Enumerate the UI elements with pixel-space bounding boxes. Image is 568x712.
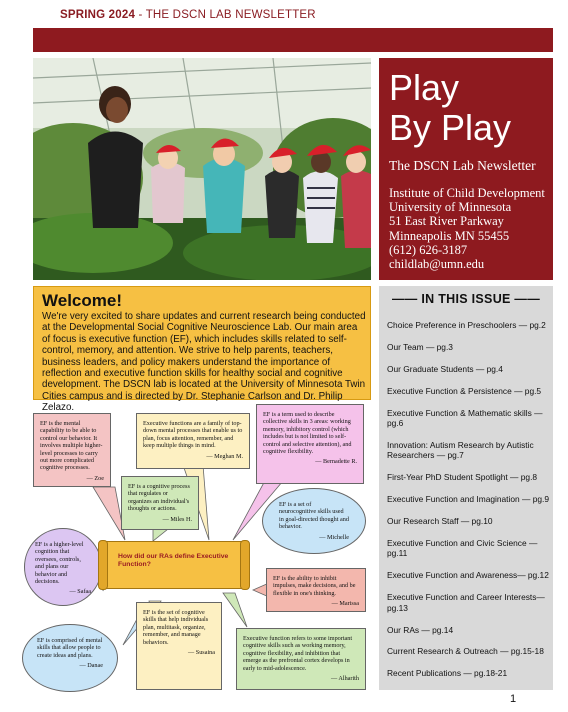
quote-text: Executive function refers to some important cognitive skills such as working memory, cognitive flexibility, and inhibition that emerge as the prefrontal cortex develops in early to mid-adolescence.: [243, 635, 353, 672]
quote-bubble-alharith: [236, 628, 366, 690]
address-line: Minneapolis MN 55455: [389, 228, 510, 243]
in-this-issue-sidebar: [379, 286, 553, 690]
quote-author: — Susaina: [188, 649, 215, 657]
issue-item: Executive Function & Persistence — pg.5: [387, 385, 542, 396]
quote-text: EF is the mental capability to be able to control our behavior. It involves multiple higher-level processes to carry out more complicated cognitive processes.: [40, 420, 103, 472]
scroll-curl-right: [240, 540, 250, 590]
contact-address: [389, 186, 545, 271]
quote-author: — Safaa: [69, 588, 91, 596]
issue-item: Executive Function & Mathematic skills — pg.6: [387, 407, 543, 429]
issue-item: Our Team — pg.3: [387, 341, 453, 352]
quote-text: EF is a cognitive process that regulates or organizes an individual's thoughts or actions.: [128, 483, 190, 513]
issue-item: Innovation: Autism Research by Autistic Researchers — pg.7: [387, 439, 534, 461]
welcome-heading: Welcome!: [42, 291, 122, 310]
quote-bubble-michelle: [262, 488, 366, 554]
cover-photo: [33, 58, 371, 280]
quote-author: — Meghan M.: [206, 452, 243, 460]
issue-item: Executive Function and Imagination — pg.9: [387, 494, 550, 505]
quote-bubble-miles: [121, 476, 199, 530]
in-this-issue-heading: —— IN THIS ISSUE ——: [391, 292, 541, 306]
email-address: childlab@umn.edu: [389, 257, 485, 272]
page-number: 1: [510, 693, 517, 705]
quote-author: — Danae: [79, 662, 103, 670]
quote-bubble-meghan: [136, 413, 250, 469]
center-question: How did our RAs define Executive Function?: [118, 553, 229, 569]
header-bar: [33, 28, 553, 52]
welcome-body: We're very excited to share updates and current research being conducted at the Developmental Social Cognitive Neuroscience Lab. Our main area of focus is executive function (EF), which includes skills related to self-control, memory, and attention. We strive to help parents, teachers, business leaders, and policy makers understand the importance of reflection and executive function skills for healthy social and cognitive development. The DSCN lab is located at the University of Minnesota Twin Cities campus and is directed by Dr. Stephanie Carlson and Dr. Philip Zelazo.: [42, 311, 366, 414]
quote-author: — Michelle: [319, 533, 349, 541]
quote-bubble-zoe: [33, 413, 111, 487]
quote-text: EF is comprised of mental skills that allow people to create ideas and plans.: [37, 637, 103, 659]
scroll-curl-left: [98, 540, 108, 590]
issue-item: Current Research & Outreach — pg.15-18: [387, 646, 544, 657]
issue-item: Executive Function and Awareness— pg.12: [387, 570, 549, 581]
issue-item: Executive Function and Career Interests— pg.13: [387, 592, 545, 613]
header-title: - THE DSCN LAB NEWSLETTER: [135, 9, 316, 21]
quote-text: EF is a term used to describe collective skills in 3 areas: working memory, inhibitory control (which includes but is not limited to self-control and selective attention), and cognitive flexibility.: [263, 411, 352, 456]
address-line: University of Minnesota: [389, 200, 512, 215]
quote-author: — Bernadette R.: [315, 458, 357, 466]
phone-number: (612) 626-3187: [389, 242, 468, 257]
issue-item: Choice Preference in Preschoolers — pg.2: [387, 320, 546, 330]
address-line: Institute of Child Development: [389, 186, 545, 200]
newsletter-header: [60, 9, 316, 21]
issue-item: Recent Publications — pg.18-21: [387, 668, 508, 679]
quote-bubble-danae: [22, 624, 118, 692]
quote-author: — Miles H.: [162, 515, 192, 523]
newsletter-subtitle: The DSCN Lab Newsletter: [389, 158, 536, 173]
quote-author: — Marissa: [331, 600, 359, 608]
children-garden-illustration: [33, 58, 371, 280]
quote-author: — Alharith: [330, 675, 359, 683]
title-line-1: Play: [389, 67, 460, 108]
issue-item: Executive Function and Civic Science — pg.11: [387, 537, 538, 559]
address-line: 51 East River Parkway: [389, 214, 504, 229]
quote-text: EF is the set of cognitive skills that help individuals plan, multitask, organize, remember, and manage behaviors.: [143, 609, 209, 646]
quote-bubble-bernadette: [256, 404, 364, 484]
center-question-scroll: [103, 541, 245, 589]
issue-item: Our Graduate Students — pg.4: [387, 363, 503, 374]
quote-author: — Zoe: [86, 474, 104, 482]
quote-text: Executive functions are a family of top-down mental processes that enable us to plan, focus attention, remember, and keep multiple things in mind.: [143, 420, 243, 450]
title-line-2: By Play: [389, 107, 512, 148]
quote-bubble-safaa: [24, 528, 102, 606]
quote-text: EF is a set of neurocognitive skills used in goal-directed thought and behavior.: [279, 501, 349, 531]
issue-item: Our Research Staff — pg.10: [387, 516, 493, 527]
newsletter-title-block: [379, 58, 553, 280]
quote-text: EF is a higher-level cognition that oversees, controls, and plans our behavior and decisions.: [35, 541, 84, 586]
header-season: SPRING 2024: [60, 9, 136, 21]
quote-text: EF is the ability to inhibit impulses, make decisions, and be flexible in one's thinking.: [273, 575, 356, 597]
issue-item: First-Year PhD Student Spotlight — pg.8: [387, 472, 538, 483]
quote-bubble-marissa: [266, 568, 366, 612]
issue-list: [387, 320, 549, 690]
quote-bubble-susaina: [136, 602, 222, 690]
welcome-section: [33, 286, 371, 414]
issue-item: Our RAs — pg.14: [387, 624, 454, 635]
